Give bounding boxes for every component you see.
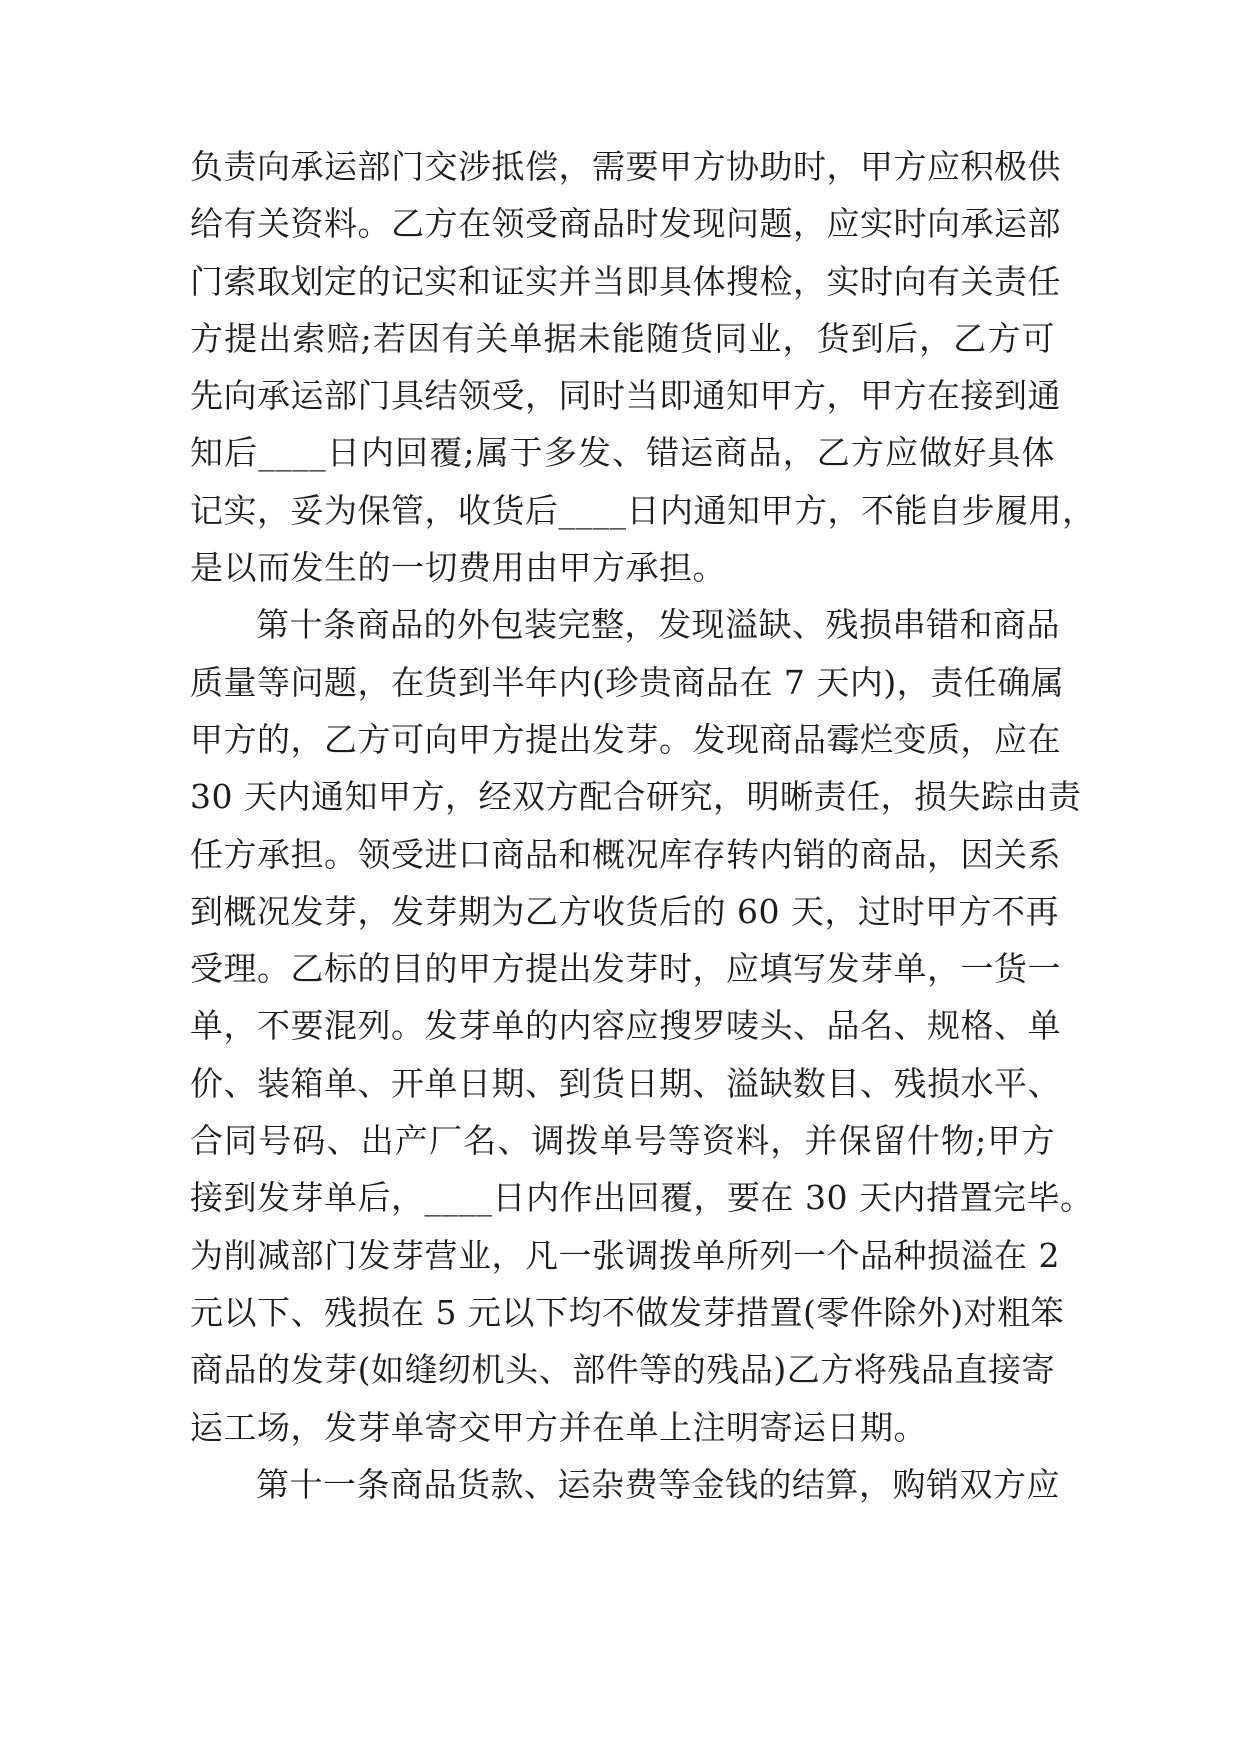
- text-line: 先向承运部门具结领受，同时当即通知甲方，甲方在接到通: [190, 376, 1061, 416]
- text-line: 商品的发芽(如缝纫机头、部件等的残品)乙方将残品直接寄: [190, 1350, 1055, 1390]
- text-line: 知后____日内回覆;属于多发、错运商品，乙方应做好具体: [190, 433, 1055, 473]
- text-line: 质量等问题，在货到半年内(珍贵商品在 7 天内)，责任确属: [190, 662, 1065, 702]
- text-line: 甲方的，乙方可向甲方提出发芽。发现商品霉烂变质，应在: [190, 719, 1061, 759]
- text-line: 为削减部门发芽营业，凡一张调拨单所列一个品种损溢在 2: [190, 1235, 1060, 1275]
- text-line: 记实，妥为保管，收货后____日内通知甲方，不能自步履用，: [190, 490, 1096, 530]
- text-line: 方提出索赔;若因有关单据未能随货同业，货到后，乙方可: [190, 318, 1055, 358]
- text-line: 给有关资料。乙方在领受商品时发现问题，应实时向承运部: [190, 204, 1061, 244]
- text-line: 元以下、残损在 5 元以下均不做发芽措置(零件除外)对粗笨: [190, 1292, 1065, 1332]
- text-line: 运工场，发芽单寄交甲方并在单上注明寄运日期。: [190, 1407, 927, 1447]
- text-line: 合同号码、出产厂名、调拨单号等资料，并保留什物;甲方: [190, 1121, 1055, 1161]
- text-line: 门索取划定的记实和证实并当即具体搜检，实时向有关责任: [190, 261, 1061, 301]
- article-10-start: 第十条商品的外包装完整，发现溢缺、残损串错和商品: [256, 605, 1060, 645]
- document-body: [190, 138, 1096, 1513]
- text-line: 价、装箱单、开单日期、到货日期、溢缺数目、残损水平、: [190, 1063, 1061, 1103]
- text-line: 30 天内通知甲方，经双方配合研究，明晰责任，损失踪由责: [190, 777, 1082, 817]
- text-line: 任方承担。领受进口商品和概况库存转内销的商品，因关系: [190, 834, 1061, 874]
- article-11-start: 第十一条商品货款、运杂费等金钱的结算，购销双方应: [256, 1464, 1060, 1504]
- text-line: 是以而发生的一切费用由甲方承担。: [190, 548, 726, 588]
- text-line: 负责向承运部门交涉抵偿，需要甲方协助时，甲方应积极供: [190, 147, 1061, 186]
- text-line: 接到发芽单后，____日内作出回覆，要在 30 天内措置完毕。: [190, 1178, 1094, 1218]
- text-line: 单，不要混列。发芽单的内容应搜罗唛头、品名、规格、单: [190, 1006, 1061, 1046]
- text-line: 受理。乙标的目的甲方提出发芽时，应填写发芽单，一货一: [190, 949, 1061, 989]
- text-line: 到概况发芽，发芽期为乙方收货后的 60 天，过时甲方不再: [190, 891, 1059, 931]
